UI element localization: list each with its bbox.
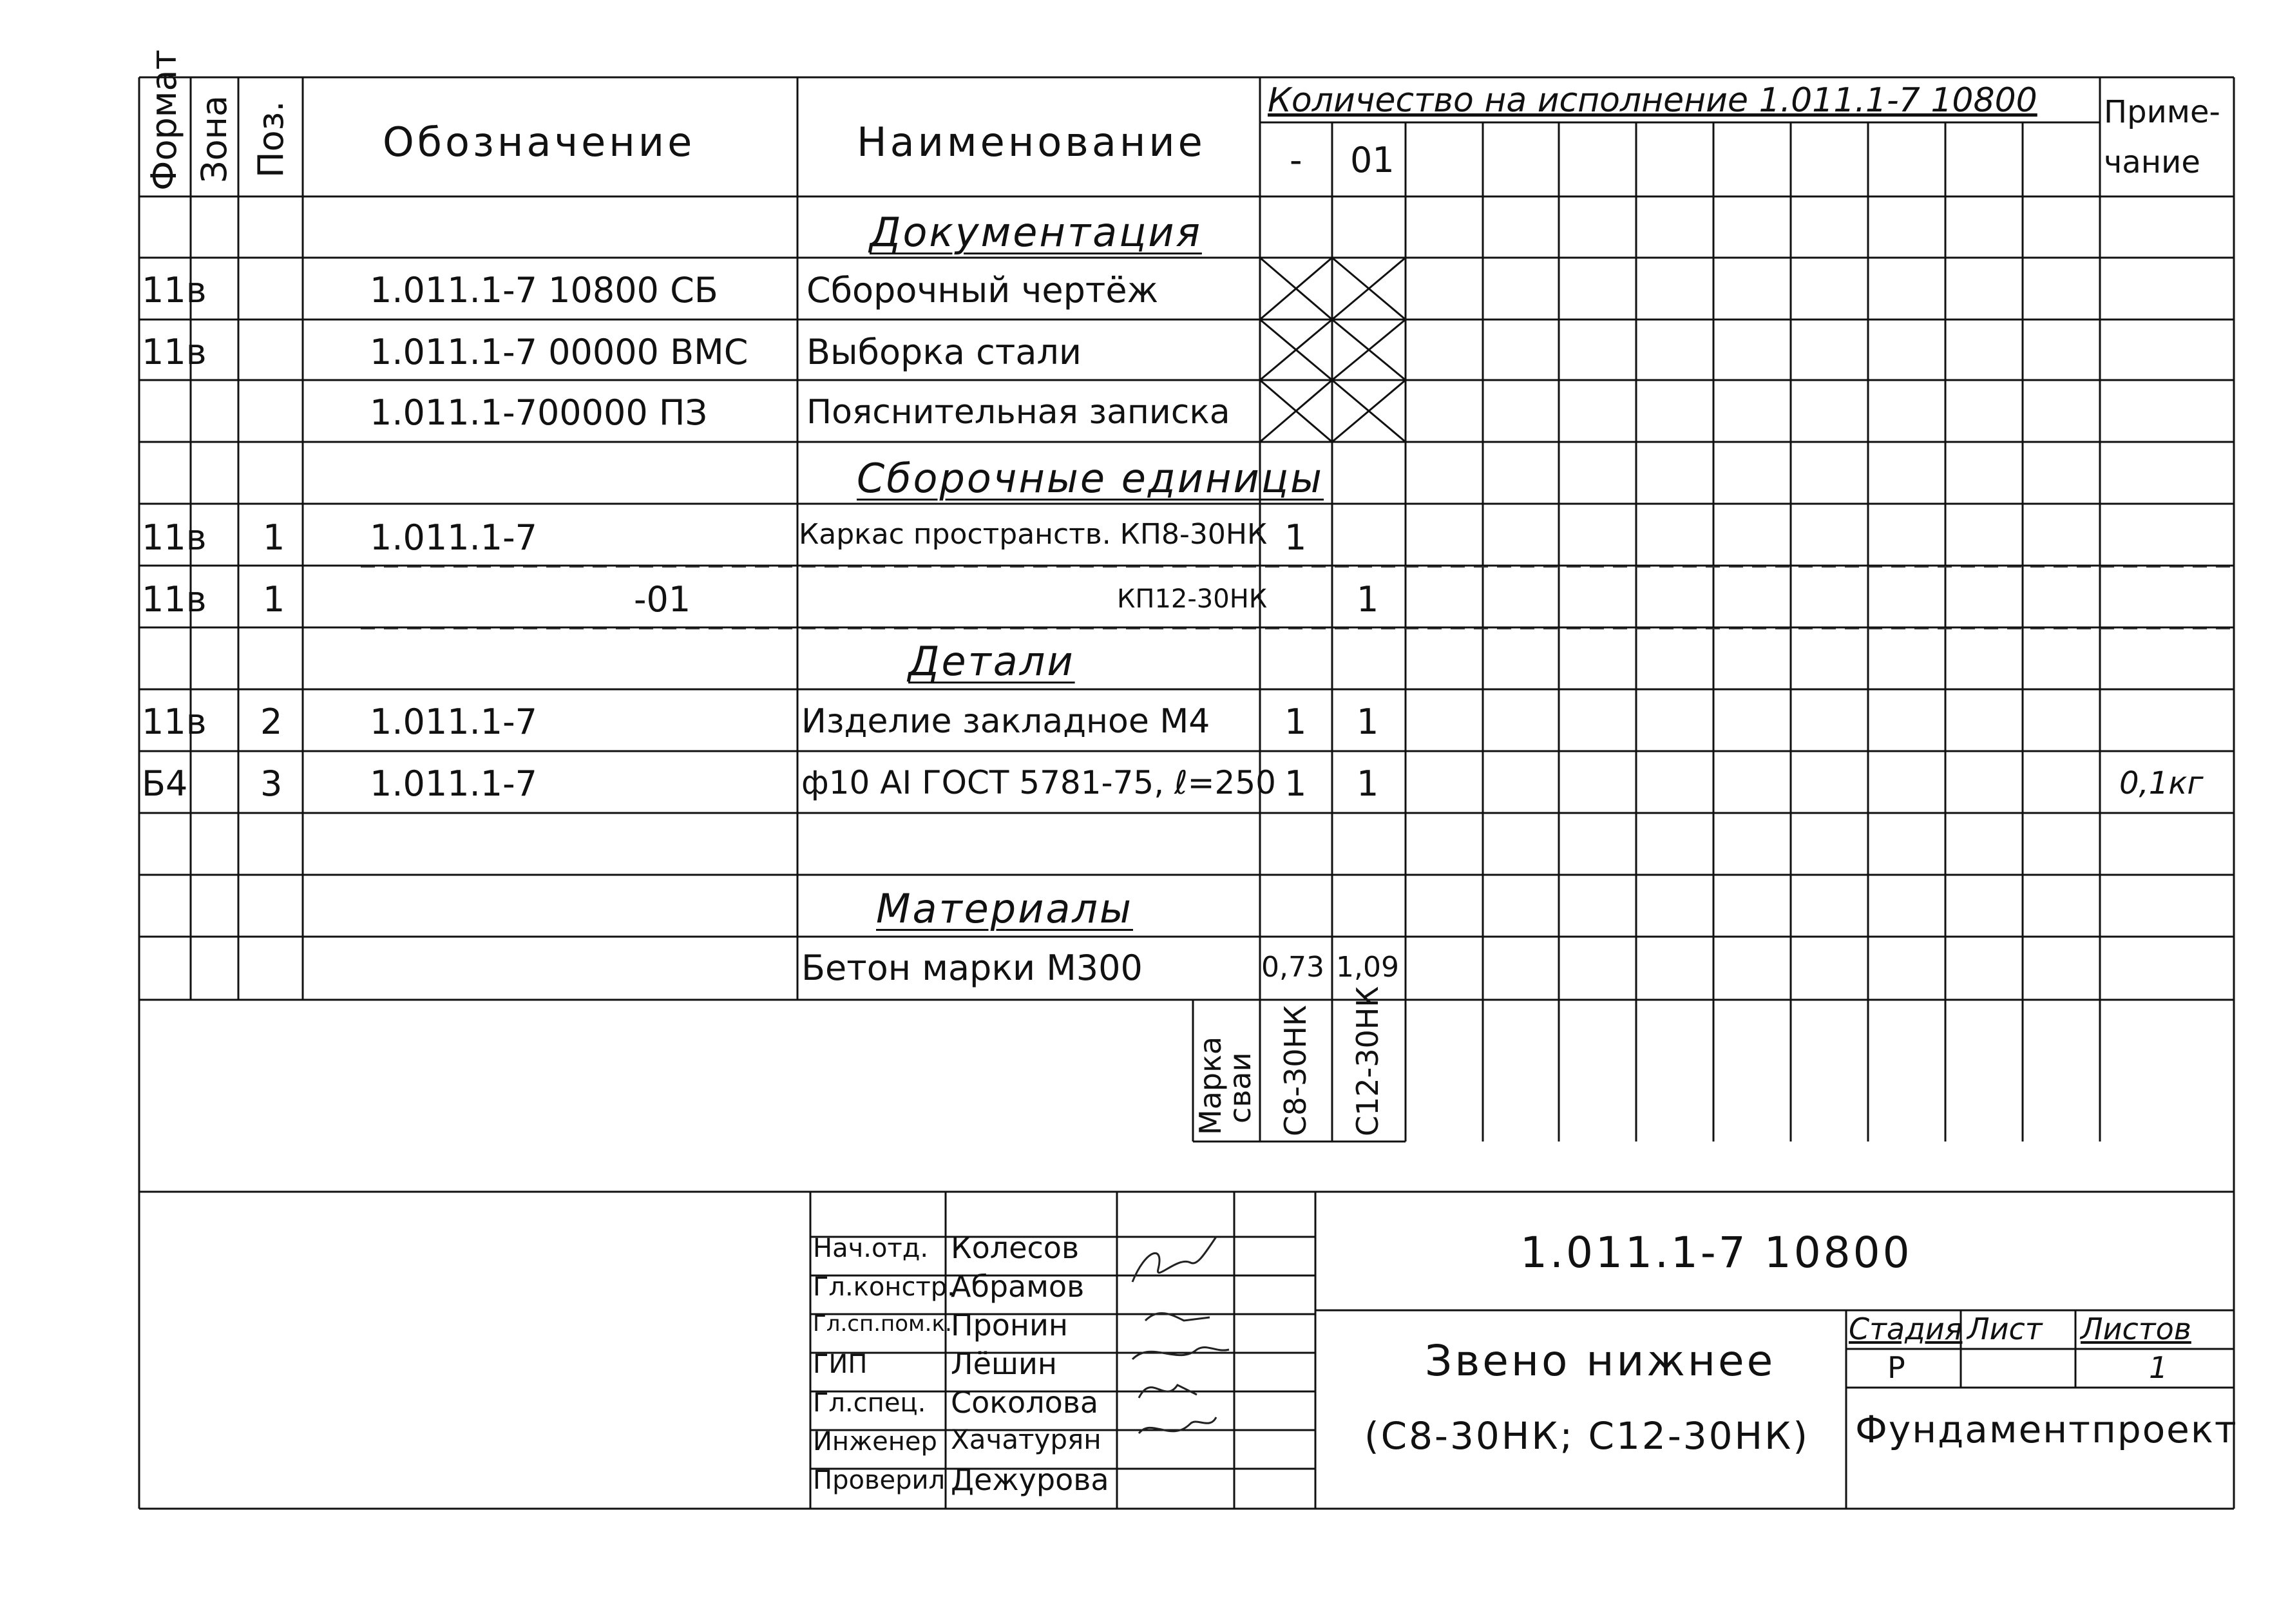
- section-documentation: Документация: [870, 209, 1202, 256]
- row-designation: 1.011.1-7: [370, 702, 537, 742]
- header-designation: Обозначение: [383, 119, 696, 166]
- stamp-role: Гл.сп.пом.к.: [813, 1311, 952, 1337]
- row-name: Изделие закладное М4: [801, 702, 1210, 741]
- stamp-name: Пронин: [951, 1308, 1068, 1342]
- header-note-1: Приме-: [2104, 94, 2220, 130]
- row-pos: 1: [263, 579, 285, 620]
- pile-mark-col-1: С8-30НК: [1278, 1005, 1313, 1136]
- pile-mark-label-1: Марка: [1193, 1036, 1228, 1135]
- header-quantity: Количество на исполнение 1.011.1-7 10800: [1268, 81, 2037, 120]
- stamp-name: Колесов: [951, 1230, 1080, 1265]
- row-name: Пояснительная записка: [806, 393, 1230, 432]
- row-name: Бетон марки М300: [801, 948, 1143, 988]
- pile-mark-col-2: С12-30НК: [1350, 986, 1385, 1136]
- row-format: 11в: [142, 702, 207, 742]
- stamp-role: ГИП: [813, 1350, 868, 1379]
- header-zone: Зона: [194, 95, 234, 183]
- row-qty-1: 1: [1284, 517, 1307, 558]
- stamp-role: Гл.констр.: [813, 1272, 955, 1302]
- stamp-name: Соколова: [951, 1385, 1099, 1420]
- organization-name: Фундаментпроект: [1855, 1408, 2238, 1451]
- row-format: 11в: [142, 517, 207, 558]
- document-title-2: (С8-30НК; С12-30НК): [1364, 1414, 1809, 1458]
- row-name: КП12-30НК: [1117, 584, 1268, 614]
- stamp-name: Лёшин: [951, 1346, 1057, 1381]
- section-details: Детали: [908, 638, 1075, 685]
- stage-label: Стадия: [1849, 1312, 1963, 1346]
- stamp-role: Проверил: [813, 1466, 946, 1495]
- row-pos: 1: [263, 517, 285, 558]
- row-name: Каркас пространств. КП8-30НК: [799, 518, 1268, 551]
- sheet-label: Лист: [1967, 1312, 2043, 1346]
- document-code: 1.011.1-7 10800: [1520, 1228, 1912, 1277]
- header-pos: Поз.: [251, 100, 291, 178]
- row-format: 11в: [142, 579, 207, 620]
- section-materials: Материалы: [876, 885, 1133, 932]
- header-format: Формат: [144, 49, 184, 191]
- row-qty-1: 1: [1284, 702, 1307, 742]
- stamp-role: Нач.отд.: [813, 1234, 929, 1263]
- header-note-2: чание: [2104, 144, 2200, 180]
- row-pos: 2: [260, 702, 283, 742]
- row-note: 0,1кг: [2119, 765, 2204, 801]
- row-qty-1: 1: [1284, 763, 1307, 804]
- document-title-1: Звено нижнее: [1425, 1336, 1776, 1386]
- sheets-label: Листов: [2081, 1312, 2191, 1346]
- row-designation: -01: [634, 579, 691, 620]
- row-qty-2: 1: [1357, 763, 1379, 804]
- row-qty-2: 1,09: [1336, 951, 1399, 984]
- row-designation: 1.011.1-7: [370, 517, 537, 558]
- row-qty-2: 1: [1357, 579, 1379, 620]
- row-pos: 3: [260, 763, 283, 804]
- stamp-role: Гл.спец.: [813, 1388, 926, 1418]
- stamp-name: Хачатурян: [951, 1424, 1101, 1455]
- row-designation: 1.011.1-7: [370, 763, 537, 804]
- row-designation: 1.011.1-7 10800 СБ: [370, 270, 718, 310]
- row-format: Б4: [142, 763, 188, 804]
- row-designation: 1.011.1-7 00000 ВМС: [370, 332, 749, 372]
- row-name: Выборка стали: [806, 332, 1082, 372]
- row-qty-1: 0,73: [1261, 951, 1324, 984]
- header-name: Наименование: [857, 119, 1206, 166]
- pile-mark-label-2: сваи: [1223, 1052, 1257, 1123]
- sheets-value: 1: [2149, 1350, 2168, 1385]
- header-col-01: 01: [1350, 140, 1395, 180]
- row-format: 11в: [142, 332, 207, 372]
- section-assembly-units: Сборочные единицы: [857, 455, 1324, 502]
- stamp-name: Дежурова: [951, 1462, 1109, 1497]
- signature-marks: [1120, 1211, 1233, 1469]
- stamp-role: Инженер: [813, 1427, 937, 1457]
- row-qty-2: 1: [1357, 702, 1379, 742]
- row-name: Сборочный чертёж: [806, 270, 1159, 310]
- row-format: 11в: [142, 270, 207, 310]
- header-col-dash: -: [1290, 140, 1302, 180]
- stamp-name: Абрамов: [951, 1269, 1085, 1304]
- row-name: ф10 АI ГОСТ 5781-75, ℓ=250: [801, 764, 1276, 801]
- row-designation: 1.011.1-700000 ПЗ: [370, 392, 708, 433]
- stage-value: Р: [1887, 1350, 1905, 1385]
